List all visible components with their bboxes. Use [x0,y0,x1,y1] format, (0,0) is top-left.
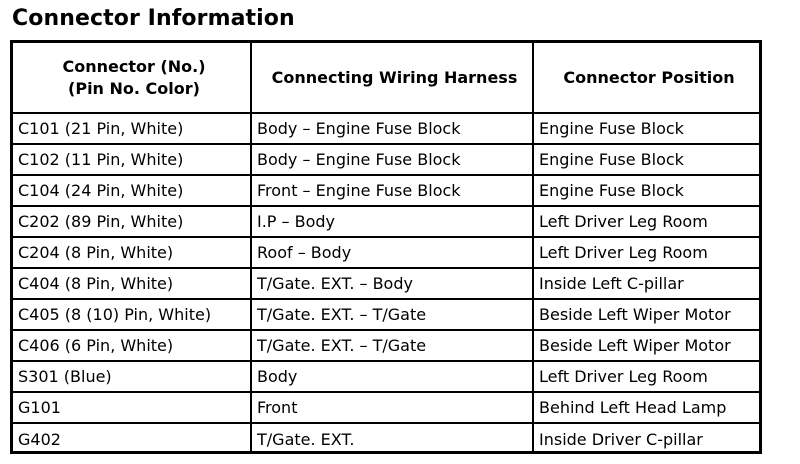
table-row [13,299,759,330]
cell-harness: Front [251,392,533,423]
cell-position: Left Driver Leg Room [533,237,759,268]
column-header-connector-line-1: Connector (No.) [62,56,206,76]
table-row [13,268,759,299]
cell-connector: G402 [13,423,251,454]
table-header-row [13,43,759,113]
table-row [13,392,759,423]
table-row [13,237,759,268]
cell-connector: C104 (24 Pin, White) [13,175,251,206]
cell-position: Engine Fuse Block [533,175,759,206]
table-row [13,423,759,454]
table-row [13,175,759,206]
table-row [13,113,759,144]
page-title: Connector Information [12,6,295,31]
cell-harness: T/Gate. EXT. – Body [251,268,533,299]
table-row [13,144,759,175]
cell-harness: Front – Engine Fuse Block [251,175,533,206]
cell-connector: S301 (Blue) [13,361,251,392]
cell-position: Left Driver Leg Room [533,206,759,237]
cell-connector: C406 (6 Pin, White) [13,330,251,361]
cell-position: Behind Left Head Lamp [533,392,759,423]
cell-connector: C404 (8 Pin, White) [13,268,251,299]
table-row [13,361,759,392]
column-header-harness: Connecting Wiring Harness [251,43,533,113]
cell-position: Engine Fuse Block [533,113,759,144]
cell-harness: Body – Engine Fuse Block [251,144,533,175]
cell-position: Engine Fuse Block [533,144,759,175]
connector-table-frame [10,40,762,454]
cell-harness: Body [251,361,533,392]
cell-harness: I.P – Body [251,206,533,237]
table-row [13,330,759,361]
cell-connector: C202 (89 Pin, White) [13,206,251,237]
cell-position: Beside Left Wiper Motor [533,299,759,330]
cell-harness: Roof – Body [251,237,533,268]
column-header-position: Connector Position [533,43,759,113]
cell-position: Inside Driver C-pillar [533,423,759,454]
cell-harness: T/Gate. EXT. – T/Gate [251,330,533,361]
cell-connector: C204 (8 Pin, White) [13,237,251,268]
column-header-connector [13,43,251,113]
cell-harness: T/Gate. EXT. [251,423,533,454]
cell-connector: C101 (21 Pin, White) [13,113,251,144]
column-header-connector-line-2: (Pin No. Color) [68,78,200,98]
connector-table [13,43,759,454]
cell-connector: C102 (11 Pin, White) [13,144,251,175]
cell-connector: C405 (8 (10) Pin, White) [13,299,251,330]
cell-harness: T/Gate. EXT. – T/Gate [251,299,533,330]
cell-connector: G101 [13,392,251,423]
table-row [13,206,759,237]
cell-harness: Body – Engine Fuse Block [251,113,533,144]
cell-position: Left Driver Leg Room [533,361,759,392]
cell-position: Inside Left C-pillar [533,268,759,299]
table-body [13,113,759,454]
cell-position: Beside Left Wiper Motor [533,330,759,361]
